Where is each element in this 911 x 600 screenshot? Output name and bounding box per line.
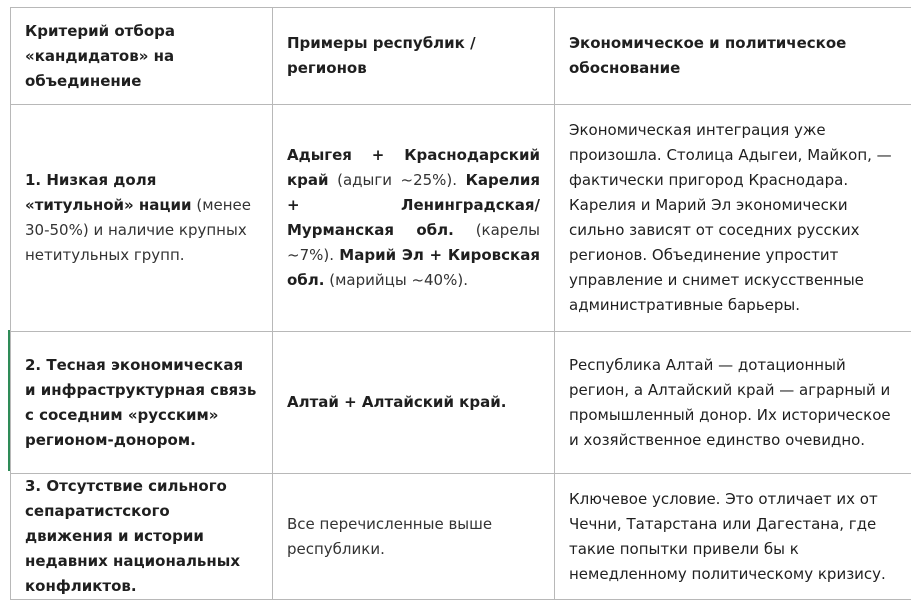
table-header-row <box>11 8 911 105</box>
cell-examples: Алтай + Алтайский край. <box>273 332 555 474</box>
criterion-title: 1. Низкая доля «титульной» нации <box>25 171 192 214</box>
header-rationale: Экономическое и политическое обоснование <box>555 8 911 105</box>
example-region: Адыгея + Краснодарский край <box>287 146 540 189</box>
criterion-detail: (менее 30-50%) и наличие крупных нетитульных групп. <box>25 196 251 264</box>
example-region: Карелия + Ленинградская/Мурманская обл. <box>287 171 540 239</box>
cell-criterion <box>11 105 273 332</box>
example-share: (карелы ~7%). <box>287 221 540 264</box>
cell-examples <box>273 105 555 332</box>
cell-examples: Все перечисленные выше республики. <box>273 474 555 600</box>
example-region: Марий Эл + Кировская обл. <box>287 246 540 289</box>
cell-criterion: 2. Тесная экономическая и инфраструктурная связь с соседним «русским» регионом-донором. <box>11 332 273 474</box>
cell-criterion: 3. Отсутствие сильного сепаратистского движения и истории недавних национальных конфликтов. <box>11 474 273 600</box>
row-focus-marker <box>8 330 10 471</box>
cell-rationale: Ключевое условие. Это отличает их от Чечни, Татарстана или Дагестана, где такие попытки привели бы к немедленному политическому кризису. <box>555 474 911 600</box>
header-criterion: Критерий отбора «кандидатов» на объединение <box>11 8 273 105</box>
table-row <box>11 105 911 332</box>
table-row <box>11 332 911 474</box>
cell-rationale: Республика Алтай — дотационный регион, а Алтайский край — аграрный и промышленный донор. Их историческое и хозяйственное единство очевидно. <box>555 332 911 474</box>
example-share: (адыги ~25%). <box>337 171 457 189</box>
comparison-table <box>10 7 911 600</box>
table-row <box>11 474 911 600</box>
example-share: (марийцы ~40%). <box>329 271 468 289</box>
cell-rationale: Экономическая интеграция уже произошла. Столица Адыгеи, Майкоп, — фактически пригород Краснодара. Карелия и Марий Эл экономически сильно зависят от соседних русских регионов. Объединение упростит управление и снимет искусственные административные барьеры. <box>555 105 911 332</box>
header-examples: Примеры республик / регионов <box>273 8 555 105</box>
